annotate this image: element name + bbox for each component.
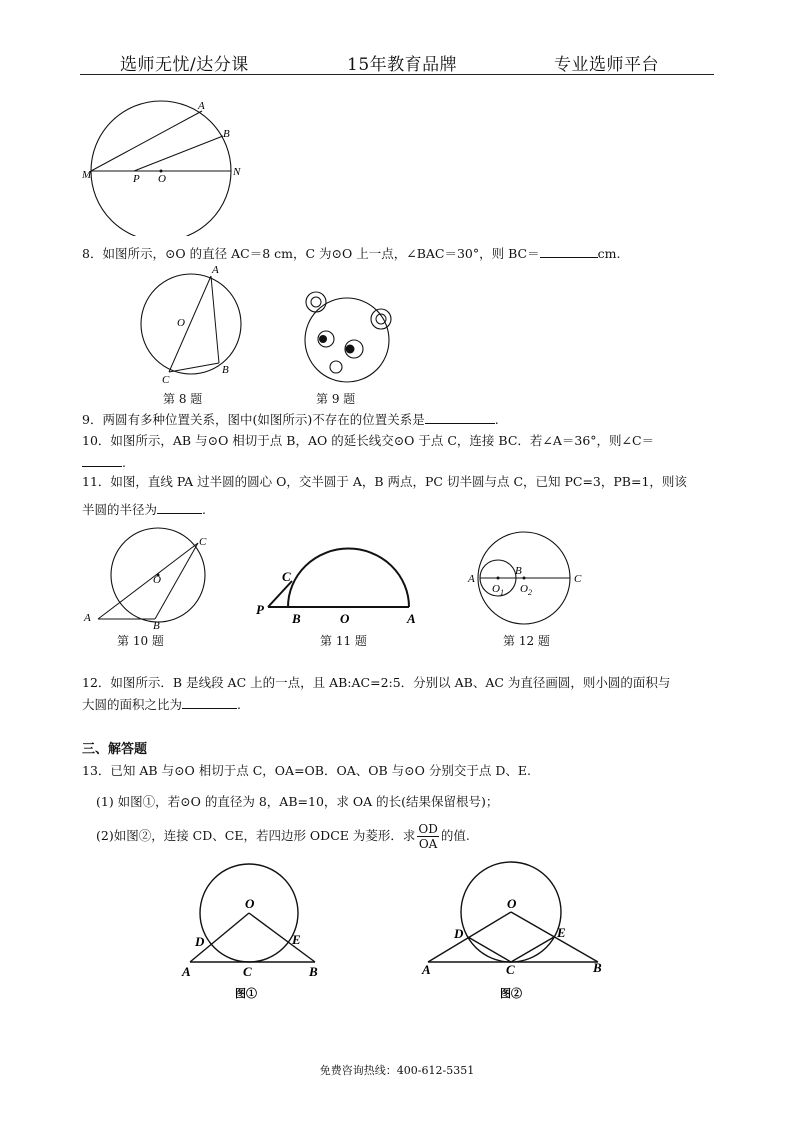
fraction-od-oa (417, 822, 438, 851)
q13-part2-end: 的值. (440, 828, 470, 843)
label-A: A (212, 264, 219, 276)
figure-13-1 (180, 860, 325, 1005)
question-8 (82, 245, 620, 262)
label-O1: O (492, 583, 500, 595)
label-B: B (292, 611, 301, 626)
footer-hotline: 免费咨询热线：400-612-5351 (319, 1064, 475, 1077)
label-O2-sub: 2 (528, 588, 532, 597)
q11-text: 半圆的半径为 (82, 502, 158, 517)
label-C: C (282, 569, 291, 584)
label-A: A (84, 612, 91, 624)
question-10: 10．如图所示，AB 与⊙O 相切于点 B，AO 的延长线交⊙O 于点 C，连接 BC．若∠A＝36°，则∠C＝ (82, 433, 655, 448)
q8-text: 8．如图所示，⊙O 的直径 AC＝8 cm，C 为⊙O 上一点，∠BAC＝30°，则 BC＝ (82, 246, 540, 261)
question-13-part2 (96, 820, 470, 852)
label-M: M (82, 169, 92, 181)
header-left: 选师无忧/达分课 (120, 55, 249, 75)
figure-12 (462, 528, 597, 628)
q10-period: . (122, 455, 126, 470)
label-A: A (407, 611, 416, 626)
label-O1-sub: 1 (500, 588, 504, 597)
question-13-part1: (1) 如图①，若⊙O 的直径为 8，AB=10，求 OA 的长(结果保留根号)； (96, 794, 499, 809)
caption-10: 第 10 题 (117, 634, 164, 648)
label-P: P (256, 602, 264, 617)
label-O: O (153, 574, 161, 586)
caption-8: 第 8 题 (163, 392, 203, 406)
label-E: E (557, 925, 566, 940)
caption-11: 第 11 题 (320, 634, 367, 648)
label-B: B (153, 620, 160, 630)
caption-9: 第 9 题 (316, 392, 356, 406)
label-O: O (245, 896, 255, 911)
label-B: B (309, 964, 318, 979)
q12-text: 大圆的面积之比为 (82, 697, 183, 712)
figure-11 (254, 545, 429, 630)
label-C: C (162, 374, 170, 386)
section-heading: 三、解答题 (82, 742, 148, 757)
q10-blank (82, 454, 122, 467)
label-E: E (292, 932, 301, 947)
label-O: O (158, 173, 166, 185)
label-D: D (454, 926, 464, 941)
q11-blank (157, 501, 202, 514)
header-divider (80, 74, 714, 75)
question-11: 11．如图，直线 PA 过半圆的圆心 O，交半圆于 A，B 两点，PC 切半圆与点 C，已知 PC=3，PB=1，则该 (82, 474, 687, 489)
question-12: 12．如图所示．B 是线段 AC 上的一点，且 AB:AC=2:5．分别以 AB、AC 为直径画圆，则小圆的面积与 (82, 675, 671, 690)
figure-9 (295, 285, 400, 385)
label-C: C (199, 536, 207, 548)
label-C: C (506, 962, 515, 977)
figure-10 (80, 525, 220, 630)
question-9 (82, 411, 499, 428)
label-O: O (340, 611, 350, 626)
label-B: B (593, 960, 602, 975)
label-A: A (468, 573, 475, 585)
question-12-line2 (82, 696, 241, 713)
q9-text: 9．两圆有多种位置关系，图中(如图所示)不存在的位置关系是 (82, 412, 425, 427)
q8-unit: cm. (597, 246, 621, 261)
q9-blank (425, 411, 495, 424)
q9-period: . (494, 412, 499, 427)
label-B: B (223, 128, 230, 140)
q12-blank (182, 696, 237, 709)
q12-period: . (237, 697, 241, 712)
figure-8 (132, 262, 242, 387)
caption-fig-1: 图① (235, 988, 257, 1000)
q11-period: . (202, 502, 206, 517)
question-10-blank-line (82, 454, 126, 471)
question-13: 13．已知 AB 与⊙O 相切于点 C，OA=OB．OA、OB 与⊙O 分别交于点 D、E. (82, 763, 531, 778)
caption-fig-2: 图② (500, 988, 522, 1000)
label-C: C (243, 964, 252, 979)
label-B: B (222, 364, 229, 376)
figure-13-2 (420, 858, 610, 1006)
caption-12: 第 12 题 (503, 634, 550, 648)
label-O: O (507, 896, 517, 911)
fraction-numerator: OD (418, 822, 438, 836)
label-A: A (422, 962, 431, 977)
label-P: P (133, 173, 140, 185)
label-O2: O (520, 583, 528, 595)
label-N: N (233, 166, 241, 178)
label-D: D (195, 934, 205, 949)
fraction-denominator: OA (418, 837, 438, 851)
q13-part2-text: (2)如图②，连接 CD、CE，若四边形 ODCE 为菱形．求 (96, 828, 416, 843)
q8-blank (540, 245, 598, 258)
label-O: O (177, 317, 185, 329)
top-circle-figure (80, 96, 255, 236)
label-A: A (182, 964, 191, 979)
question-11-line2 (82, 501, 206, 518)
label-B: B (515, 565, 522, 577)
label-A: A (198, 100, 205, 112)
label-C: C (574, 573, 582, 585)
header-right: 专业选师平台 (554, 55, 659, 75)
header-center: 15年教育品牌 (347, 55, 458, 75)
